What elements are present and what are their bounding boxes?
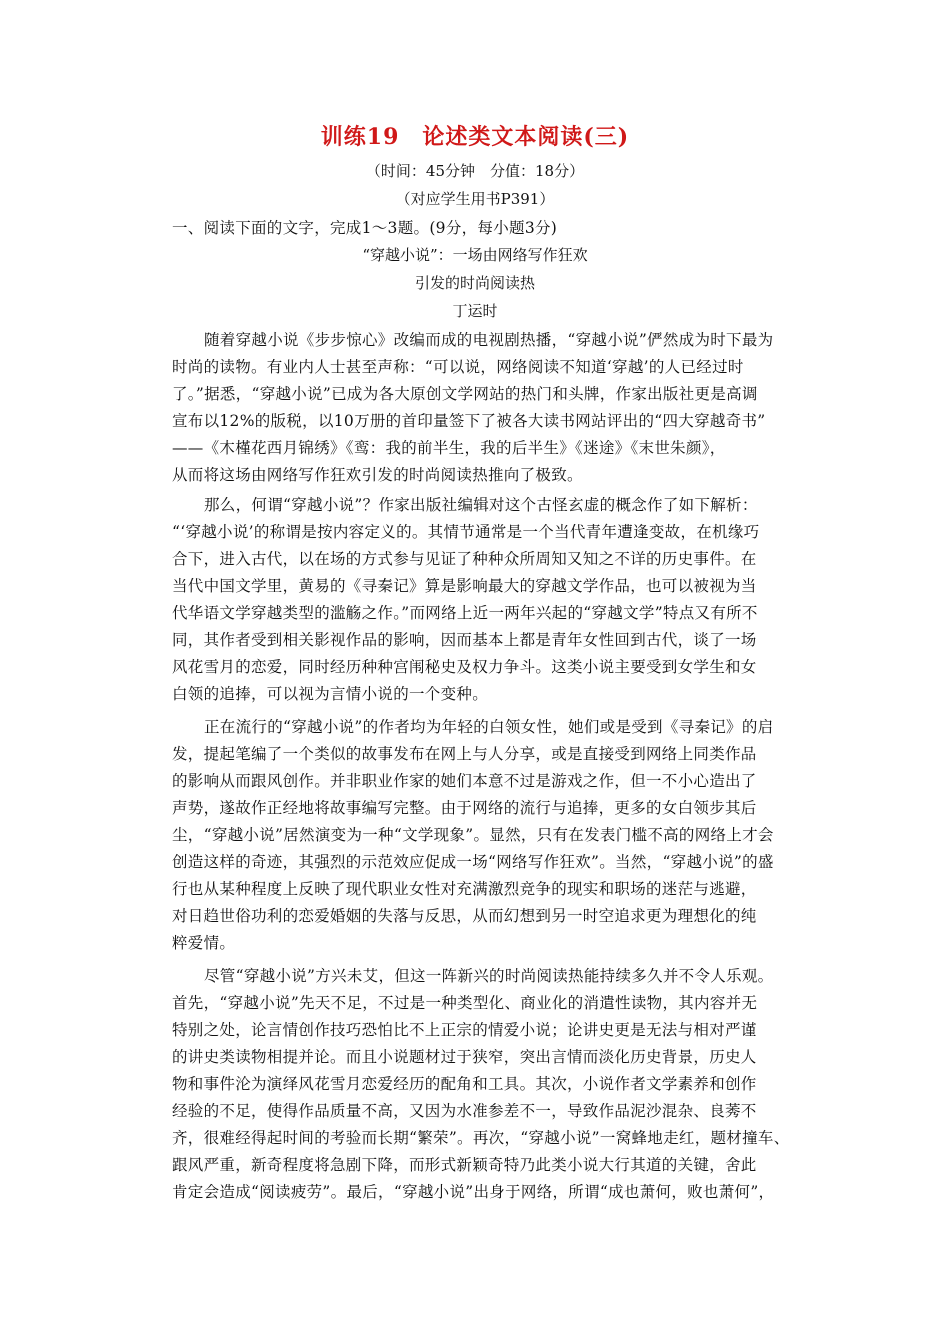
body-line: “‘穿越小说’的称谓是按内容定义的。其情节通常是一个当代青年遭逢变故，在机缘巧 — [172, 523, 760, 541]
body-line: 合下，进入古代，以在场的方式参与见证了种种众所周知又知之不详的历史事件。在 — [172, 550, 757, 568]
body-line: 风花雪月的恋爱，同时经历种种宫闱秘史及权力争斗。这类小说主要受到女学生和女 — [172, 658, 757, 676]
article-title-line-2: 引发的时尚阅读热 — [414, 274, 535, 292]
body-line: 行也从某种程度上反映了现代职业女性对充满激烈竞争的现实和职场的迷茫与逃避， — [172, 880, 757, 898]
body-line: 跟风严重，新奇程度将急剧下降，而形式新颖奇特乃此类小说大行其道的关键，舍此 — [172, 1156, 757, 1174]
book-reference: （对应学生用书P391） — [395, 190, 555, 208]
body-line: 创造这样的奇迹，其强烈的示范效应促成一场“网络写作狂欢”。当然，“穿越小说”的盛 — [172, 853, 774, 871]
body-line: 的影响从而跟风创作。并非职业作家的她们本意不过是游戏之作，但一不小心造出了 — [172, 772, 757, 790]
body-line: 代华语文学穿越类型的滥觞之作。”而网络上近一两年兴起的“穿越文学”特点又有所不 — [172, 604, 758, 622]
body-line: 齐，很难经得起时间的考验而长期“繁荣”。再次，“穿越小说”一窝蜂地走红，题材撞车、 — [172, 1129, 790, 1147]
body-line: 当代中国文学里，黄易的《寻秦记》算是影响最大的穿越文学作品，也可以被视为当 — [172, 577, 757, 595]
body-line: 同，其作者受到相关影视作品的影响，因而基本上都是青年女性回到古代，谈了一场 — [172, 631, 757, 649]
body-line: 首先，“穿越小说”先天不足，不过是一种类型化、商业化的消遣性读物，其内容并无 — [172, 994, 758, 1012]
time-info: （时间：45分钟 分值：18分） — [365, 162, 585, 180]
article-author: 丁运时 — [452, 302, 498, 320]
body-line: 那么，何谓“穿越小说”？作家出版社编辑对这个古怪玄虚的概念作了如下解析： — [204, 496, 758, 514]
body-line: 尘，“穿越小说”居然演变为一种“文学现象”。显然，只有在发表门槛不高的网络上才会 — [172, 826, 774, 844]
body-line: 了。”据悉，“穿越小说”已成为各大原创文学网站的热门和头牌，作家出版社更是高调 — [172, 385, 758, 403]
body-line: 尽管“穿越小说”方兴未艾，但这一阵新兴的时尚阅读热能持续多久并不令人乐观。 — [204, 967, 774, 985]
body-line: 经验的不足，使得作品质量不高，又因为水准参差不一，导致作品泥沙混杂、良莠不 — [172, 1102, 757, 1120]
body-line: 粹爱情。 — [172, 934, 236, 952]
body-line: 宣布以12%的版税，以10万册的首印量签下了被各大读书网站评出的“四大穿越奇书” — [172, 412, 766, 430]
body-line: 物和事件沦为演绎风花雪月恋爱经历的配角和工具。其次，小说作者文学素养和创作 — [172, 1075, 757, 1093]
body-line: 发，提起笔编了一个类似的故事发布在网上与人分享，或是直接受到网络上同类作品 — [172, 745, 757, 763]
body-line: 从而将这场由网络写作狂欢引发的时尚阅读热推向了极致。 — [172, 466, 583, 484]
body-line: 随着穿越小说《步步惊心》改编而成的电视剧热播，“穿越小说”俨然成为时下最为 — [204, 331, 774, 349]
page-title: 训练19 论述类文本阅读(三) — [320, 124, 630, 150]
question-instruction: 一、阅读下面的文字，完成1～3题。(9分，每小题3分) — [172, 219, 558, 237]
body-line: 正在流行的“穿越小说”的作者均为年轻的白领女性，她们或是受到《寻秦记》的启 — [204, 718, 774, 736]
body-line: 特别之处，论言情创作技巧恐怕比不上正宗的情爱小说；论讲史更是无法与相对严谨 — [172, 1021, 757, 1039]
body-line: ——《木槿花西月锦绣》《鸾：我的前半生，我的后半生》《迷途》《末世朱颜》， — [172, 439, 726, 457]
body-line: 对日趋世俗功利的恋爱婚姻的失落与反思，从而幻想到另一时空追求更为理想化的纯 — [172, 907, 757, 925]
body-line: 时尚的读物。有业内人士甚至声称：“可以说，网络阅读不知道‘穿越’的人已经过时 — [172, 358, 744, 376]
body-line: 白领的追捧，可以视为言情小说的一个变种。 — [172, 685, 489, 703]
article-title-line-1: “穿越小说”：一场由网络写作狂欢 — [362, 246, 588, 264]
body-line: 的讲史类读物相提并论。而且小说题材过于狭窄，突出言情而淡化历史背景，历史人 — [172, 1048, 757, 1066]
body-line: 肯定会造成“阅读疲劳”。最后，“穿越小说”出身于网络，所谓“成也萧何，败也萧何”， — [172, 1183, 775, 1201]
body-line: 声势，遂故作正经地将故事编写完整。由于网络的流行与追捧，更多的女白领步其后 — [172, 799, 757, 817]
